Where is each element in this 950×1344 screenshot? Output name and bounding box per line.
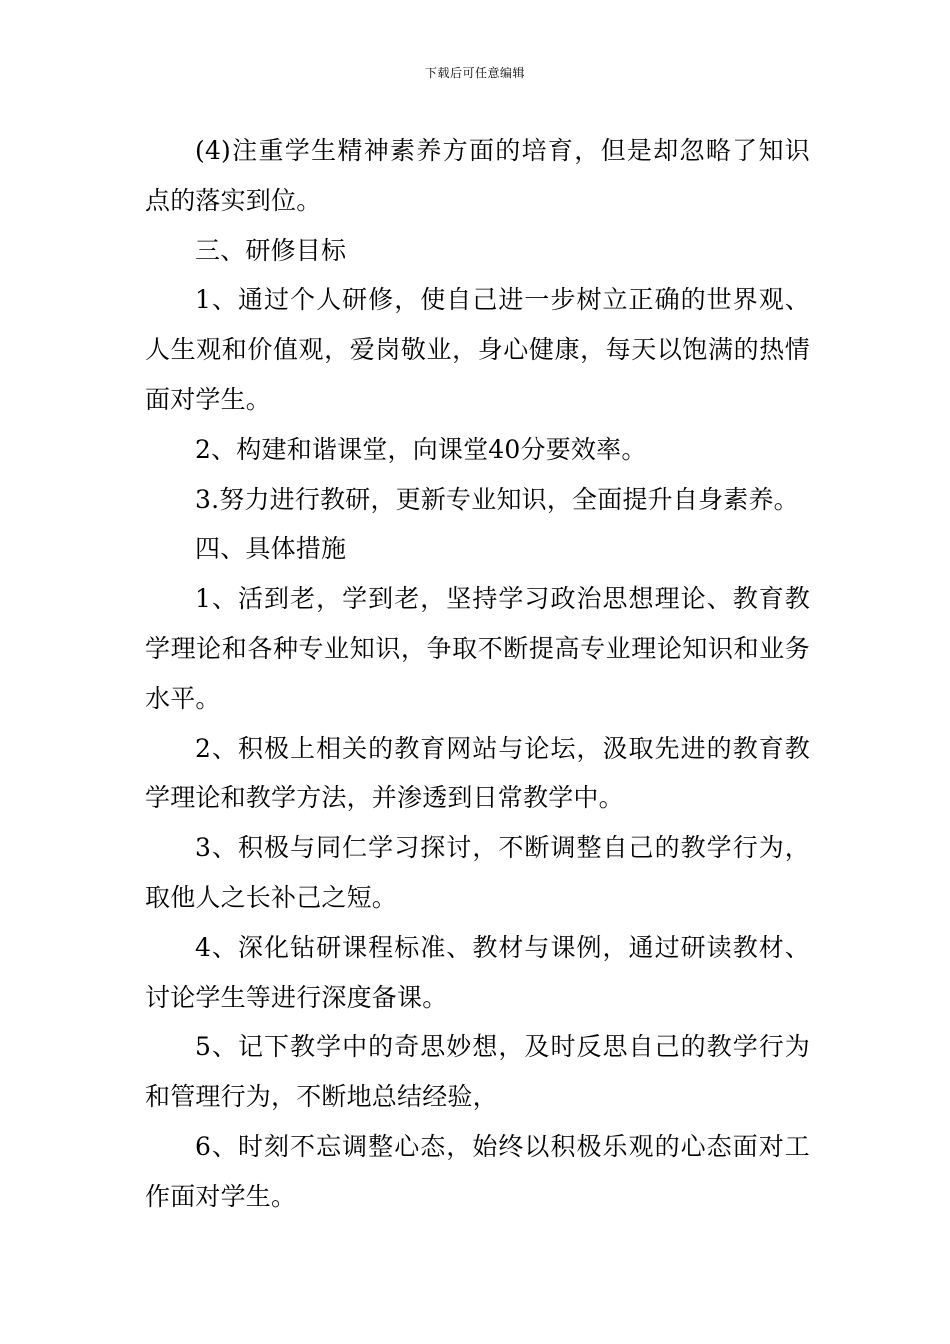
paragraph-measure-6: 6、时刻不忘调整心态，始终以积极乐观的心态面对工作面对学生。 bbox=[145, 1131, 810, 1211]
paragraph-measure-3: 3、积极与同仁学习探讨，不断调整自己的教学行为，取他人之长补己之短。 bbox=[145, 833, 810, 912]
section-heading-goals: 三、研修目标 bbox=[195, 235, 347, 265]
paragraph-measure-4: 4、深化钻研课程标准、教材与课例，通过研读教材、讨论学生等进行深度备课。 bbox=[145, 932, 810, 1012]
paragraph-goal-3: 3.努力进行教研，更新专业知识，全面提升自身素养。 bbox=[195, 484, 799, 514]
paragraph-focus-issue: (4)注重学生精神素养方面的培育，但是却忽略了知识点的落实到位。 bbox=[145, 136, 810, 215]
document-body bbox=[145, 126, 810, 1222]
page-header: 下载后可任意编辑 bbox=[424, 66, 525, 80]
paragraph-measure-2: 2、积极上相关的教育网站与论坛，汲取先进的教育教学理论和教学方法，并渗透到日常教学中。 bbox=[145, 733, 810, 813]
section-heading-measures: 四、具体措施 bbox=[195, 534, 347, 564]
paragraph-goal-1: 1、通过个人研修，使自己进一步树立正确的世界观、人生观和价值观，爱岗敬业，身心健康，每天以饱满的热情面对学生。 bbox=[145, 285, 810, 414]
paragraph-measure-1: 1、活到老，学到老，坚持学习政治思想理论、教育教学理论和各种专业知识，争取不断提高专业理论知识和业务水平。 bbox=[145, 584, 810, 713]
paragraph-goal-2: 2、构建和谐课堂，向课堂40分要效率。 bbox=[195, 434, 647, 464]
paragraph-measure-5: 5、记下教学中的奇思妙想，及时反思自己的教学行为和管理行为，不断地总结经验， bbox=[145, 1032, 810, 1112]
